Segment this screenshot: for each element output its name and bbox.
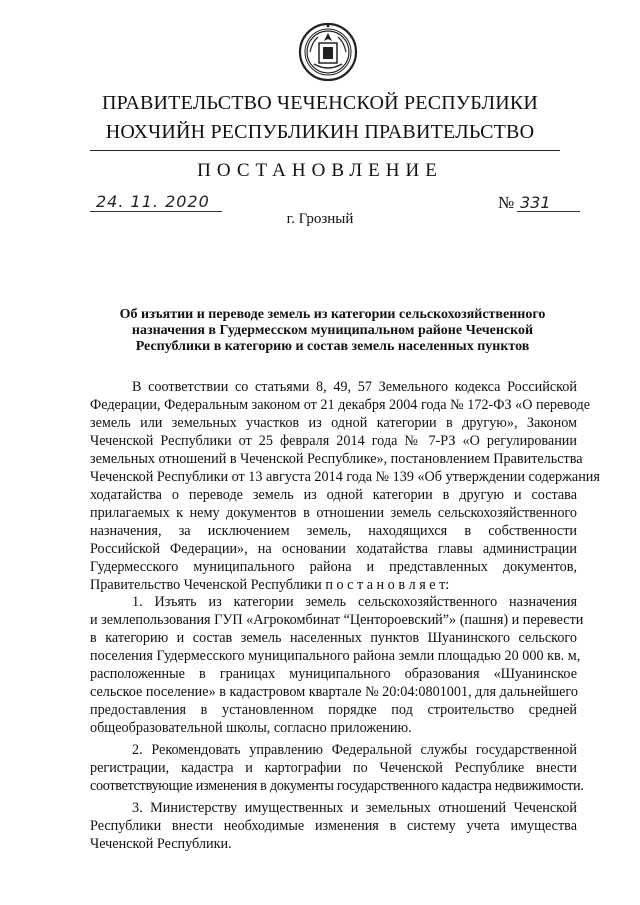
document-title [90, 307, 575, 355]
text-line: Республики внести необходимые изменения в систему учета имущества [90, 818, 577, 834]
text-line: и землепользования ГУП «Агрокомбинат “Центороевский”» (пашня) и перевести [90, 612, 584, 628]
preamble-paragraph [90, 378, 600, 594]
text-line: общеобразовательной школы, согласно приложению. [90, 720, 412, 736]
coat-of-arms-emblem [298, 22, 358, 82]
city: г. Грозный [286, 211, 354, 227]
document-date: 24. 11. 2020 [96, 192, 210, 211]
text-line: соответствующие изменения в документы государственного кадастра недвижимости. [90, 778, 584, 794]
text-line: ходатайства о переводе земель из одной категории в другую и состава [90, 487, 577, 503]
title-line: назначения в Гудермесском муниципальном районе Чеченской [131, 323, 534, 338]
text-line: назначения, за исключением земель, находящихся в собственности [90, 523, 577, 539]
number-label: № [498, 193, 515, 212]
text-line: В соответствии со статьями 8, 49, 57 Земельного кодекса Российской [132, 379, 577, 395]
text-line: Чеченской Республики от 25 февраля 2014 года № 7-РЗ «О регулировании [90, 433, 577, 449]
text-line: Российской Федерации», на основании ходатайства главы администрации [90, 541, 577, 557]
text-line: предоставления в установленном порядке под строительство средней [90, 702, 577, 718]
text-line: 1. Изъять из категории земель сельскохозяйственного назначения [132, 594, 577, 610]
document-type: ПОСТАНОВЛЕНИЕ [197, 160, 443, 181]
text-line: Федерации, Федеральным законом от 21 декабря 2004 года № 172-ФЗ «О переводе [90, 397, 591, 413]
text-line: 3. Министерству имущественных и земельных отношений Чеченской [132, 800, 577, 816]
government-name-russian: ПРАВИТЕЛЬСТВО ЧЕЧЕНСКОЙ РЕСПУБЛИКИ [101, 92, 539, 114]
text-line: Чеченской Республики от 13 августа 2014 года № 139 «Об утверждении содержания [90, 469, 600, 485]
text-line: 2. Рекомендовать управлению Федеральной службы государственной [132, 742, 577, 758]
item-2-paragraph [90, 741, 584, 795]
text-line: Чеченской Республики. [90, 836, 232, 852]
title-line: Об изъятии и переводе земель из категории сельскохозяйственного [119, 307, 546, 322]
text-line: регистрации, кадастра и картографии по Чеченской Республике внести [90, 760, 577, 776]
text-line: поселения Гудермесского муниципального района земли площадью 20 000 кв. м, [90, 648, 581, 664]
item-3-paragraph [90, 799, 577, 853]
text-line: Гудермесского муниципального района и представленных документов, [90, 559, 577, 575]
text-line: прилагаемых к нему документов в отношении земель сельскохозяйственного [90, 505, 577, 521]
government-name-chechen: НОХЧИЙН РЕСПУБЛИКИН ПРАВИТЕЛЬСТВО [105, 121, 535, 143]
text-line: сельское поселение» в кадастровом квартале № 20:04:0801001, для дальнейшего [90, 684, 578, 700]
text-line: земель или земельных участков из одной категории в другую», Законом [90, 415, 577, 431]
text-line: Правительство Чеченской Республики п о с т а н о в л я е т: [90, 577, 450, 593]
document-number: 331 [520, 193, 551, 212]
title-line: Республики в категорию и состав земель населенных пунктов [135, 339, 530, 354]
text-line: в категорию и состав земель населенных пунктов Шуанинского сельского [90, 630, 577, 646]
text-line: земельных отношений в Чеченской Республике», постановлением Правительства [90, 451, 583, 467]
item-1-paragraph [90, 593, 584, 737]
header-divider [90, 150, 560, 151]
text-line: расположенные в границах муниципального образования «Шуанинское [90, 666, 577, 682]
